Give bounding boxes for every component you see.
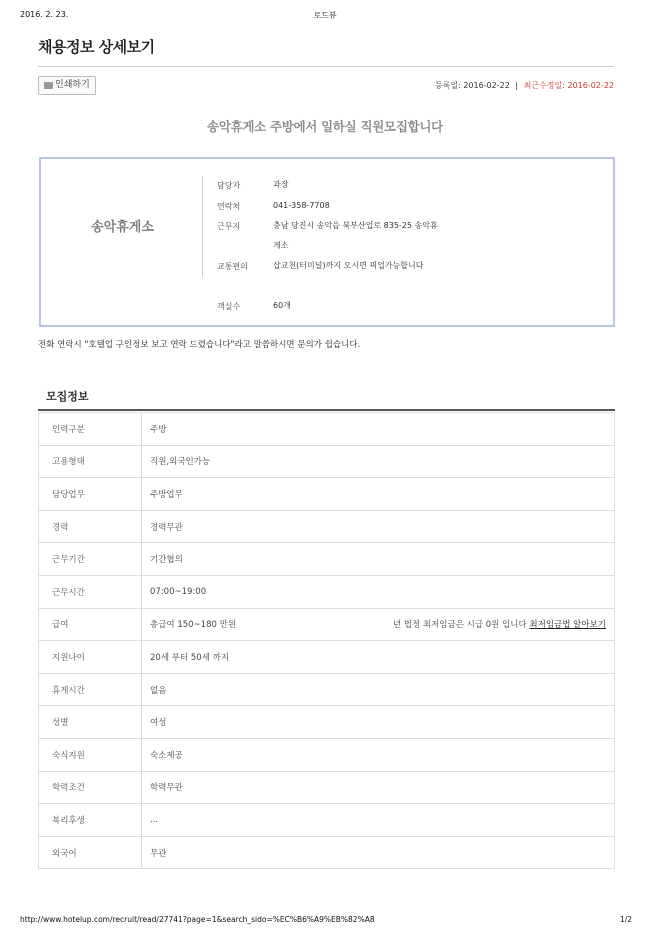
- recruit-section-title: 모집정보: [46, 390, 89, 403]
- print-date: 2016. 2. 23.: [20, 10, 69, 19]
- transport-label: 교통편의: [217, 262, 248, 271]
- row-value: 20세 부터 50세 까지: [142, 641, 615, 674]
- title-divider: [38, 66, 614, 67]
- rooms-value: 60개: [273, 301, 291, 310]
- row-label: 휴게시간: [39, 673, 142, 706]
- phone-label: 연락처: [217, 202, 241, 211]
- contact-person-value: 과장: [273, 180, 289, 189]
- row-value: ...: [142, 804, 615, 837]
- row-label: 복리후생: [39, 804, 142, 837]
- row-label: 경력: [39, 510, 142, 543]
- table-row: [39, 608, 615, 641]
- table-row: [39, 738, 615, 771]
- table-row: [39, 836, 615, 869]
- footer-url: http://www.hotelup.com/recruit/read/27741?page=1&search_sido=%EC%B6%A9%EB%82%A8: [20, 915, 375, 924]
- row-value: 없음: [142, 673, 615, 706]
- recruit-info-table: [38, 412, 615, 869]
- row-value: 직원,외국인가능: [142, 445, 615, 478]
- location-label: 근무지: [217, 222, 241, 231]
- row-label: 숙식지원: [39, 738, 142, 771]
- table-row: [39, 641, 615, 674]
- salary-cell: [142, 608, 615, 641]
- row-value: 여성: [142, 706, 615, 739]
- min-wage-info: [393, 618, 606, 630]
- print-button-label: 인쇄하기: [55, 80, 90, 90]
- table-row: [39, 543, 615, 576]
- row-value: 주방: [142, 413, 615, 446]
- row-value: 07:00~19:00: [142, 575, 615, 608]
- modified-date: 2016-02-22: [567, 81, 614, 90]
- table-row: [39, 706, 615, 739]
- min-wage-note: 년 법정 최저임금은 시급 0원 입니다: [392, 620, 527, 631]
- transport-value: 삽교천(터미널)까지 오시면 픽업가능합니다: [273, 261, 424, 270]
- row-label: 근무기간: [39, 543, 142, 576]
- row-label: 외국어: [39, 836, 142, 869]
- company-name: 송악휴게소: [91, 220, 154, 235]
- date-separator: |: [515, 81, 519, 90]
- row-label: 급여: [39, 608, 142, 641]
- table-row: [39, 804, 615, 837]
- company-card-divider: [202, 176, 203, 277]
- table-row: [39, 673, 615, 706]
- row-value: 주방업무: [142, 478, 615, 511]
- salary-value: 총급여 150~180 만원: [150, 620, 237, 631]
- row-label: 지원나이: [39, 641, 142, 674]
- row-label: 고용형태: [39, 445, 142, 478]
- table-row: [39, 413, 615, 446]
- job-headline: 송악휴게소 주방에서 일하실 직원모집합니다: [207, 119, 443, 134]
- row-value: 학력무관: [142, 771, 615, 804]
- contact-person-label: 담당자: [217, 181, 241, 190]
- location-value: 충남 당진시 송악읍 북부산업로 835-25 송악휴게소: [273, 221, 438, 250]
- table-row: [39, 445, 615, 478]
- print-button[interactable]: [38, 76, 96, 95]
- table-row: [39, 771, 615, 804]
- date-info: [435, 80, 614, 91]
- modified-label: 최근수정일:: [523, 81, 565, 90]
- row-value: 기간협의: [142, 543, 615, 576]
- contact-note: 전화 연락시 "호텔업 구인정보 보고 연락 드렸습니다"라고 말씀하시면 문의가 쉽습니다.: [38, 340, 361, 350]
- table-row: [39, 510, 615, 543]
- print-site-title: 로드뷰: [313, 11, 337, 20]
- table-row: [39, 575, 615, 608]
- row-label: 근무시간: [39, 575, 142, 608]
- registered-date: 2016-02-22: [463, 81, 510, 90]
- row-label: 담당업무: [39, 478, 142, 511]
- footer-page-number: 1/2: [619, 915, 632, 924]
- row-label: 인력구분: [39, 413, 142, 446]
- min-wage-link[interactable]: 최저임금법 알아보기: [529, 620, 606, 631]
- row-label: 학력조건: [39, 771, 142, 804]
- row-value: 무관: [142, 836, 615, 869]
- rooms-label: 객실수: [217, 302, 241, 311]
- recruit-section-rule: [38, 409, 615, 411]
- registered-label: 등록일:: [434, 81, 461, 90]
- table-row: [39, 478, 615, 511]
- phone-value[interactable]: 041-358-7708: [273, 201, 330, 210]
- row-value: 숙소제공: [142, 738, 615, 771]
- printer-icon: [44, 82, 53, 89]
- row-label: 성별: [39, 706, 142, 739]
- page-title: 채용정보 상세보기: [38, 38, 155, 56]
- row-value: 경력무관: [142, 510, 615, 543]
